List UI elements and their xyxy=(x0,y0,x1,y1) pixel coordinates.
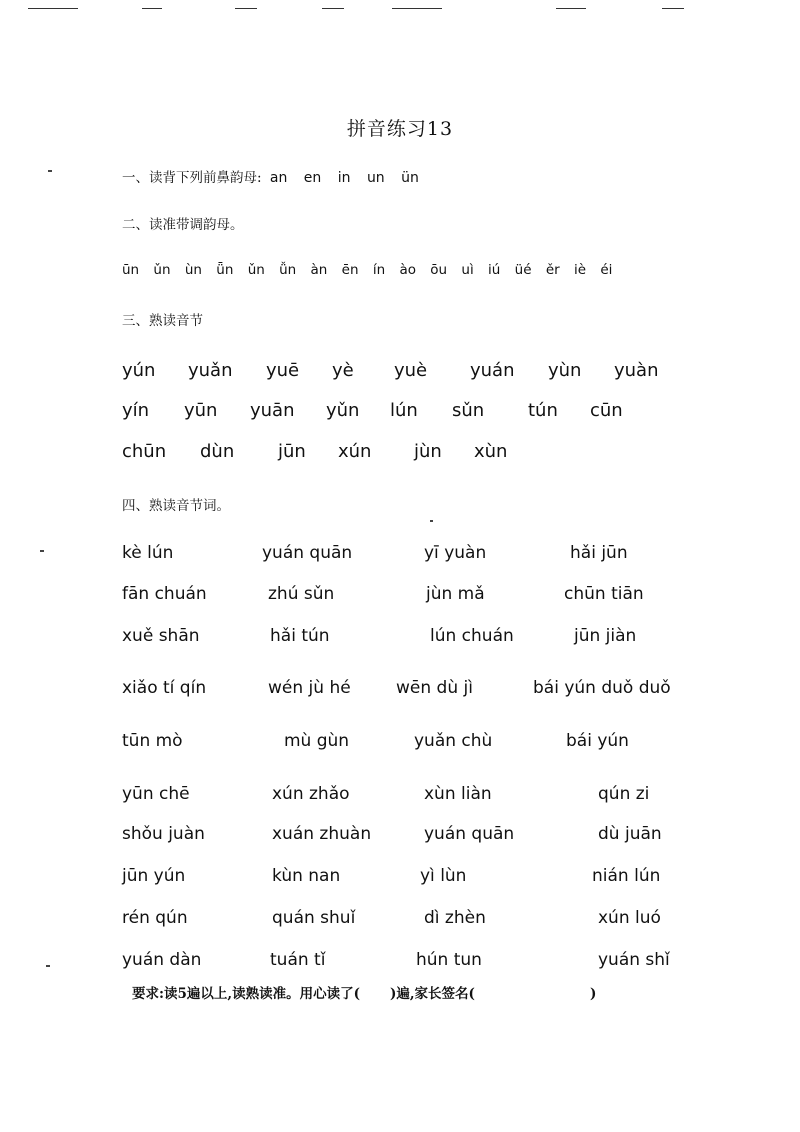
word: shǒu juàn xyxy=(122,824,205,844)
scan-line xyxy=(322,8,344,9)
word: yuán quān xyxy=(424,824,515,844)
final-item: en xyxy=(303,170,322,186)
syllable: yuè xyxy=(394,360,428,381)
syllable: yùn xyxy=(548,360,582,381)
final-item: un xyxy=(366,170,385,186)
section1-heading: 一、读背下列前鼻韵母: xyxy=(122,170,262,186)
syllable: yuān xyxy=(250,400,295,421)
toned-final: iú xyxy=(488,262,501,278)
word: xún zhǎo xyxy=(272,784,350,804)
word: xùn liàn xyxy=(424,784,492,804)
word: hún tun xyxy=(416,950,482,970)
syllable: yuán xyxy=(470,360,515,381)
toned-final: üé xyxy=(514,262,532,278)
toned-final: ūn xyxy=(122,262,140,278)
word: yuǎn chù xyxy=(414,731,493,751)
toned-final: ēn xyxy=(341,262,359,278)
word: dù juān xyxy=(598,824,662,844)
toned-final: ùn xyxy=(184,262,202,278)
word: yī yuàn xyxy=(424,543,487,563)
word: hǎi jūn xyxy=(570,543,628,563)
word: yuán shǐ xyxy=(598,950,670,970)
word: xiǎo tí qín xyxy=(122,678,207,698)
syllable: yín xyxy=(122,400,150,421)
toned-finals-list xyxy=(122,262,622,278)
word: jùn mǎ xyxy=(426,584,485,604)
word: wēn dù jì xyxy=(396,678,473,698)
scan-speck xyxy=(48,170,52,172)
toned-final: ǔn xyxy=(153,262,171,278)
word: quán shuǐ xyxy=(272,908,356,928)
toned-final: ǔn xyxy=(247,262,265,278)
finals-list xyxy=(270,170,431,186)
syllable: yún xyxy=(122,360,156,381)
word: wén jù hé xyxy=(268,678,351,698)
word: chūn tiān xyxy=(564,584,644,604)
final-item: in xyxy=(337,170,351,186)
toned-final: ǖn xyxy=(216,262,234,278)
word: kè lún xyxy=(122,543,174,563)
requirement-text: 要求:读5遍以上,读熟读准。用心读了( xyxy=(132,986,360,1002)
syllable: yuē xyxy=(266,360,300,381)
scan-line xyxy=(556,8,586,9)
syllable: sǔn xyxy=(452,400,485,421)
toned-final: ín xyxy=(372,262,386,278)
word: jūn yún xyxy=(122,866,186,886)
syllable: chūn xyxy=(122,441,167,462)
requirement-close: ) xyxy=(589,986,597,1002)
word: kùn nan xyxy=(272,866,341,886)
toned-final: ōu xyxy=(430,262,448,278)
syllable: yuàn xyxy=(614,360,659,381)
syllable: tún xyxy=(528,400,558,421)
scan-line xyxy=(28,8,78,9)
syllable: yǔn xyxy=(326,400,360,421)
requirement-text-2: )遍,家长签名( xyxy=(389,986,475,1002)
word: jūn jiàn xyxy=(574,626,637,646)
toned-final: éi xyxy=(600,262,613,278)
final-item: ün xyxy=(401,170,419,186)
syllable: xún xyxy=(338,441,372,462)
syllable: jùn xyxy=(414,441,442,462)
section1 xyxy=(122,166,431,186)
scan-line xyxy=(662,8,684,9)
word: qún zi xyxy=(598,784,650,804)
toned-final: ǚn xyxy=(279,262,297,278)
scan-line xyxy=(392,8,442,9)
word: mù gùn xyxy=(284,731,350,751)
scan-speck xyxy=(46,965,50,967)
syllable: lún xyxy=(390,400,418,421)
section4-heading: 四、熟读音节词。 xyxy=(122,498,230,514)
page-title: 拼音练习13 xyxy=(346,118,454,140)
word: xún luó xyxy=(598,908,661,928)
word: bái yún duǒ duǒ xyxy=(533,678,671,698)
scan-line xyxy=(142,8,162,9)
word: yuán quān xyxy=(262,543,353,563)
syllable: dùn xyxy=(200,441,235,462)
syllable: xùn xyxy=(474,441,508,462)
toned-final: uì xyxy=(461,262,474,278)
syllable: yè xyxy=(332,360,354,381)
toned-final: iè xyxy=(573,262,587,278)
word: fān chuán xyxy=(122,584,207,604)
word: rén qún xyxy=(122,908,188,928)
syllable: cūn xyxy=(590,400,623,421)
syllable: jūn xyxy=(278,441,306,462)
final-item: an xyxy=(269,170,288,186)
section2-heading: 二、读准带调韵母。 xyxy=(122,217,244,233)
word: zhú sǔn xyxy=(268,584,335,604)
toned-final: àn xyxy=(310,262,328,278)
word: yì lùn xyxy=(420,866,467,886)
word: nián lún xyxy=(592,866,661,886)
word: bái yún xyxy=(566,731,629,751)
word: xuán zhuàn xyxy=(272,824,372,844)
syllable: yuǎn xyxy=(188,360,233,381)
word: yūn chē xyxy=(122,784,190,804)
word: tūn mò xyxy=(122,731,183,751)
section3-heading: 三、熟读音节 xyxy=(122,313,203,329)
scan-speck xyxy=(40,550,44,552)
scan-line xyxy=(235,8,257,9)
toned-final: ào xyxy=(399,262,416,278)
word: yuán dàn xyxy=(122,950,202,970)
word: dì zhèn xyxy=(424,908,486,928)
scan-speck xyxy=(430,520,433,522)
requirement-line xyxy=(132,982,596,1002)
toned-final: ěr xyxy=(545,262,560,278)
word: lún chuán xyxy=(430,626,514,646)
word: tuán tǐ xyxy=(270,950,326,970)
syllable: yūn xyxy=(184,400,218,421)
word: xuě shān xyxy=(122,626,200,646)
word: hǎi tún xyxy=(270,626,330,646)
